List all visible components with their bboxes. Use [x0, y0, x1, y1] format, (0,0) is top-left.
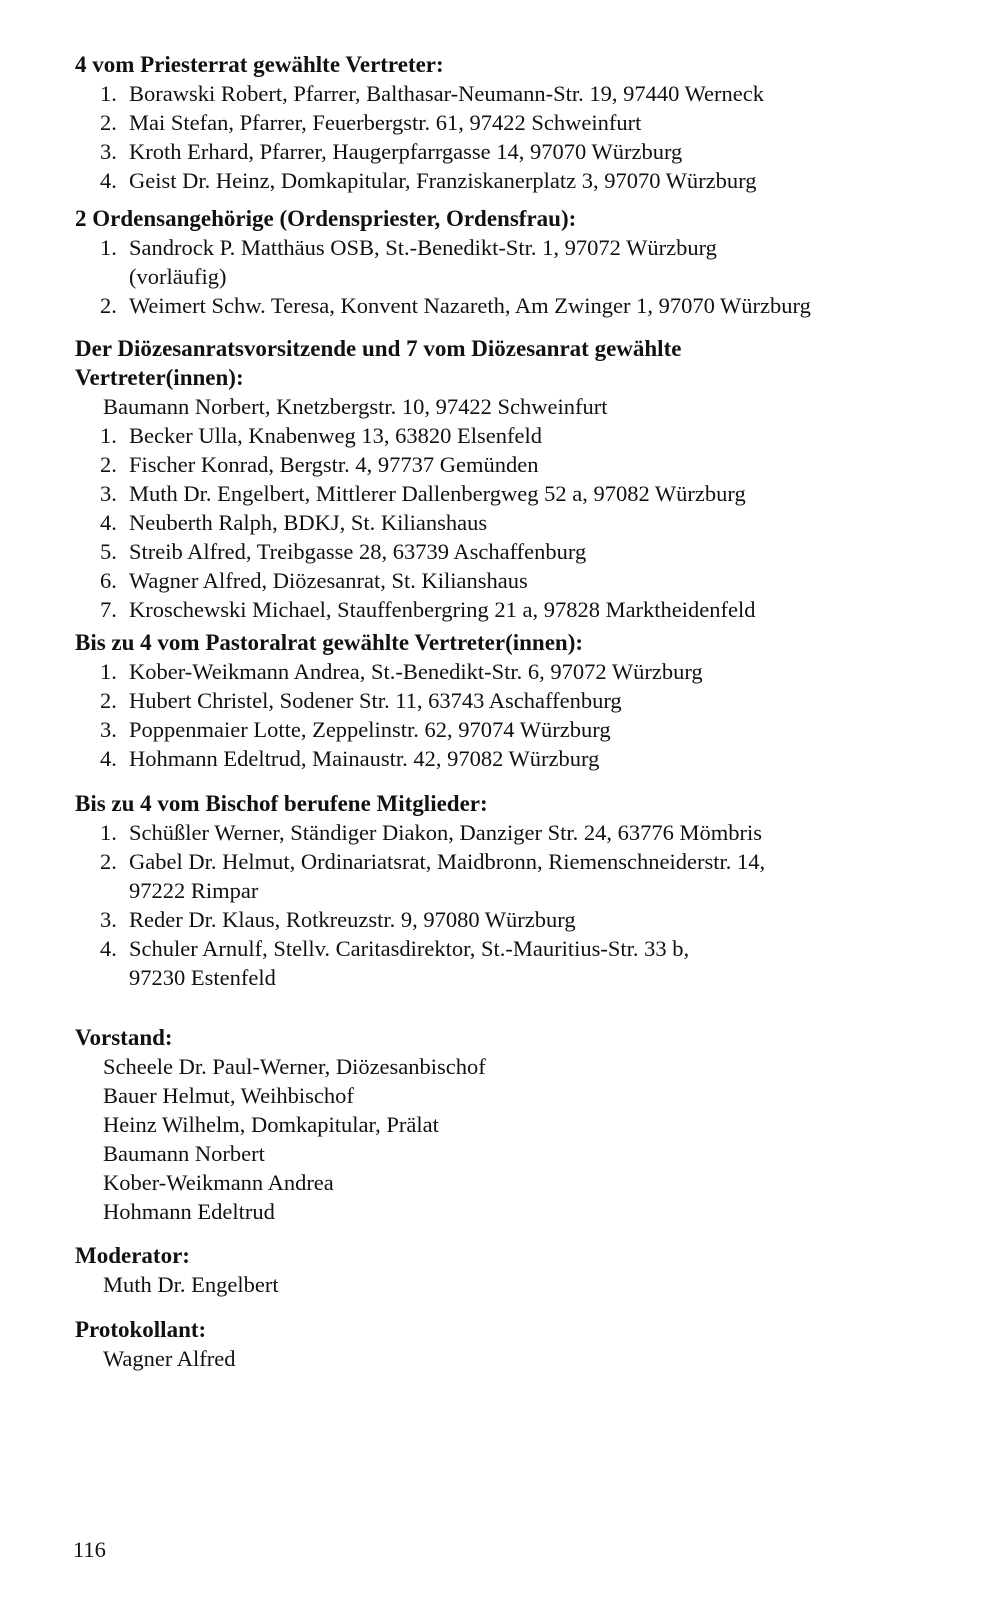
- item-text: Kober-Weikmann Andrea, St.-Benedikt-Str. 6, 97072 Würzburg: [129, 659, 703, 684]
- item-text: Wagner Alfred, Diözesanrat, St. Kilianshaus: [129, 568, 528, 593]
- list-item: [75, 847, 985, 905]
- item-number: 5.: [100, 539, 117, 564]
- item-continuation: (vorläufig): [129, 264, 227, 289]
- board-member: Hohmann Edeltrud: [103, 1199, 275, 1224]
- item-number: 3.: [100, 139, 117, 164]
- item-number: 1.: [100, 423, 117, 448]
- item-number: 2.: [100, 452, 117, 477]
- moderator-name: Muth Dr. Engelbert: [103, 1272, 279, 1297]
- item-number: 1.: [100, 820, 117, 845]
- section-priesterrat: [75, 50, 985, 195]
- item-text: Neuberth Ralph, BDKJ, St. Kilianshaus: [129, 510, 488, 535]
- item-number: 4.: [100, 510, 117, 535]
- section-heading: Vorstand:: [75, 1025, 173, 1050]
- section-heading-continuation: Vertreter(innen):: [75, 365, 244, 390]
- item-number: 2.: [100, 110, 117, 135]
- list-item: [75, 537, 985, 566]
- list-item: [75, 137, 985, 166]
- item-text: Geist Dr. Heinz, Domkapitular, Franziskanerplatz 3, 97070 Würzburg: [129, 168, 757, 193]
- chair-entry: Baumann Norbert, Knetzbergstr. 10, 97422 Schweinfurt: [103, 394, 608, 419]
- list-item: [75, 508, 985, 537]
- item-text: Muth Dr. Engelbert, Mittlerer Dallenbergweg 52 a, 97082 Würzburg: [129, 481, 746, 506]
- item-number: 3.: [100, 481, 117, 506]
- section-heading: 2 Ordensangehörige (Ordenspriester, Ordensfrau):: [75, 206, 577, 231]
- section-heading: Der Diözesanratsvorsitzende und 7 vom Diözesanrat gewählte: [75, 336, 682, 361]
- list-item: [75, 108, 985, 137]
- item-number: 4.: [100, 168, 117, 193]
- item-text: Becker Ulla, Knabenweg 13, 63820 Elsenfeld: [129, 423, 542, 448]
- section-heading: Moderator:: [75, 1243, 190, 1268]
- list-item: [75, 715, 985, 744]
- item-number: 1.: [100, 81, 117, 106]
- section-heading: Bis zu 4 vom Bischof berufene Mitglieder:: [75, 791, 488, 816]
- section-dioezesanrat: [75, 334, 985, 624]
- board-member: Heinz Wilhelm, Domkapitular, Prälat: [103, 1112, 439, 1137]
- item-text: Borawski Robert, Pfarrer, Balthasar-Neumann-Str. 19, 97440 Werneck: [129, 81, 765, 106]
- list-item: [75, 166, 985, 195]
- item-text: Reder Dr. Klaus, Rotkreuzstr. 9, 97080 Würzburg: [129, 907, 576, 932]
- item-text: Kroth Erhard, Pfarrer, Haugerpfarrgasse 14, 97070 Würzburg: [129, 139, 683, 164]
- board-member: Scheele Dr. Paul-Werner, Diözesanbischof: [103, 1054, 486, 1079]
- section-ordensangehoerige: [75, 204, 985, 320]
- item-text: Hohmann Edeltrud, Mainaustr. 42, 97082 Würzburg: [129, 746, 600, 771]
- list-item: [75, 566, 985, 595]
- item-text: Fischer Konrad, Bergstr. 4, 97737 Gemünden: [129, 452, 539, 477]
- section-protokollant: [75, 1315, 985, 1373]
- item-number: 6.: [100, 568, 117, 593]
- member-list: [75, 233, 985, 320]
- item-number: 1.: [100, 659, 117, 684]
- list-item: [75, 934, 985, 992]
- item-text: Weimert Schw. Teresa, Konvent Nazareth, Am Zwinger 1, 97070 Würzburg: [129, 293, 811, 318]
- list-item: [75, 744, 985, 773]
- list-item: [75, 818, 985, 847]
- member-list: [75, 421, 985, 624]
- section-moderator: [75, 1241, 985, 1299]
- item-continuation: 97230 Estenfeld: [129, 965, 276, 990]
- item-number: 1.: [100, 235, 117, 260]
- section-heading: Protokollant:: [75, 1317, 207, 1342]
- list-item: [75, 421, 985, 450]
- item-text: Gabel Dr. Helmut, Ordinariatsrat, Maidbronn, Riemenschneiderstr. 14,: [129, 849, 766, 874]
- item-continuation: 97222 Rimpar: [129, 878, 259, 903]
- item-number: 2.: [100, 293, 117, 318]
- member-list: [75, 818, 985, 992]
- item-number: 2.: [100, 849, 117, 874]
- section-bischof: [75, 789, 985, 992]
- list-item: [75, 686, 985, 715]
- list-item: [75, 233, 985, 291]
- list-item: [75, 79, 985, 108]
- item-text: Sandrock P. Matthäus OSB, St.-Benedikt-Str. 1, 97072 Würzburg: [129, 235, 717, 260]
- item-number: 4.: [100, 936, 117, 961]
- item-text: Kroschewski Michael, Stauffenbergring 21 a, 97828 Marktheidenfeld: [129, 597, 756, 622]
- list-item: [75, 479, 985, 508]
- section-pastoralrat: [75, 628, 985, 773]
- item-text: Schuler Arnulf, Stellv. Caritasdirektor, St.-Mauritius-Str. 33 b,: [129, 936, 690, 961]
- page-number: 116: [73, 1537, 106, 1562]
- protokollant-name: Wagner Alfred: [103, 1346, 236, 1371]
- item-number: 3.: [100, 717, 117, 742]
- item-text: Mai Stefan, Pfarrer, Feuerbergstr. 61, 97422 Schweinfurt: [129, 110, 642, 135]
- item-number: 3.: [100, 907, 117, 932]
- item-number: 4.: [100, 746, 117, 771]
- list-item: [75, 905, 985, 934]
- list-item: [75, 595, 985, 624]
- list-item: [75, 291, 985, 320]
- section-heading: 4 vom Priesterrat gewählte Vertreter:: [75, 52, 444, 77]
- item-number: 2.: [100, 688, 117, 713]
- item-text: Hubert Christel, Sodener Str. 11, 63743 Aschaffenburg: [129, 688, 622, 713]
- board-member: Bauer Helmut, Weihbischof: [103, 1083, 354, 1108]
- item-text: Poppenmaier Lotte, Zeppelinstr. 62, 97074 Würzburg: [129, 717, 611, 742]
- board-member: Kober-Weikmann Andrea: [103, 1170, 334, 1195]
- item-text: Streib Alfred, Treibgasse 28, 63739 Aschaffenburg: [129, 539, 587, 564]
- section-heading: Bis zu 4 vom Pastoralrat gewählte Vertreter(innen):: [75, 630, 584, 655]
- item-text: Schüßler Werner, Ständiger Diakon, Danziger Str. 24, 63776 Mömbris: [129, 820, 763, 845]
- list-item: [75, 657, 985, 686]
- member-list: [75, 657, 985, 773]
- section-vorstand: [75, 1023, 985, 1226]
- board-member: Baumann Norbert: [103, 1141, 265, 1166]
- member-list: [75, 79, 985, 195]
- list-item: [75, 450, 985, 479]
- item-number: 7.: [100, 597, 117, 622]
